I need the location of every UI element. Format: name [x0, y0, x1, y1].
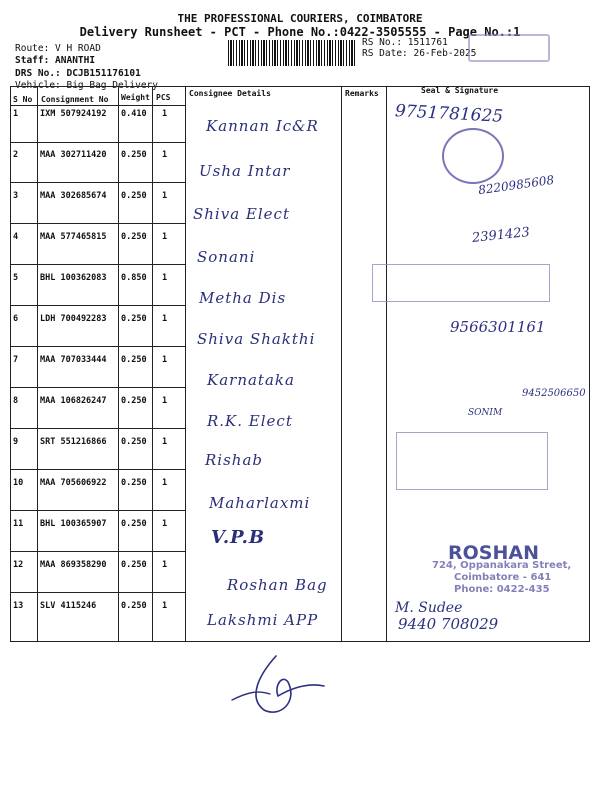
row-sno: 1 [13, 109, 19, 119]
row-weight: 0.250 [121, 478, 147, 488]
consignee-handwriting: Roshan Bag [227, 576, 328, 594]
rs-date: RS Date: 26-Feb-2025 [362, 48, 477, 59]
row-consignment: LDH 700492283 [40, 314, 107, 324]
row-consignment: MAA 707033444 [40, 355, 107, 365]
row-sno: 12 [13, 560, 24, 570]
row-pcs: 1 [162, 150, 168, 160]
staff-label: Staff: ANANTHI [15, 55, 96, 66]
row-pcs: 1 [162, 273, 168, 283]
route-label: Route: V H ROAD [15, 43, 101, 54]
runsheet-title: THE PROFESSIONAL COURIERS, COIMBATORE [177, 12, 423, 25]
row-pcs: 1 [162, 437, 168, 447]
row-pcs: 1 [162, 396, 168, 406]
row-sno: 11 [13, 519, 24, 529]
runsheet-subtitle: Delivery Runsheet - PCT - Phone No.:0422-3505555 - Page No.:1 [79, 25, 521, 39]
consignee-handwriting: Karnataka [207, 371, 295, 389]
table-row [11, 597, 591, 637]
row-weight: 0.850 [121, 273, 147, 283]
row-pcs: 1 [162, 560, 168, 570]
signature-phone: 2391423 [471, 225, 531, 246]
row-pcs: 1 [162, 314, 168, 324]
row-pcs: 1 [162, 601, 168, 611]
row-weight: 0.250 [121, 314, 147, 324]
row-sno: 4 [13, 232, 19, 242]
row-sno: 6 [13, 314, 19, 324]
row-consignment: BHL 100365907 [40, 519, 107, 529]
barcode [228, 40, 356, 66]
row-sno: 3 [13, 191, 19, 201]
round-seal-icon [442, 128, 504, 184]
row-sno: 13 [13, 601, 24, 611]
row-pcs: 1 [162, 232, 168, 242]
consignee-handwriting: Shiva Elect [193, 205, 290, 223]
row-pcs: 1 [162, 109, 168, 119]
row-weight: 0.410 [121, 109, 147, 119]
col-remarks: Remarks [345, 89, 379, 98]
rs-number: RS No.: 1511761 [362, 37, 448, 48]
consignee-handwriting: Rishab [205, 451, 263, 469]
signature-name: SONIM [468, 408, 503, 418]
table-row [11, 392, 591, 432]
row-consignment: MAA 302711420 [40, 150, 107, 160]
signature-phone: 8220985608 [477, 172, 555, 198]
consignee-handwriting: Sonani [197, 248, 256, 266]
roshan-stamp-name: ROSHAN [448, 542, 539, 564]
row-weight: 0.250 [121, 232, 147, 242]
roshan-stamp-line: Coimbatore - 641 [454, 572, 552, 583]
row-weight: 0.250 [121, 150, 147, 160]
consignee-handwriting: Usha Intar [199, 162, 291, 180]
row-weight: 0.250 [121, 355, 147, 365]
signature-phone: 9751781625 [394, 101, 504, 127]
row-consignment: MAA 705606922 [40, 478, 107, 488]
signature-name: M. Sudee [395, 600, 463, 616]
row-sno: 10 [13, 478, 24, 488]
col-weight: Weight [121, 93, 150, 102]
row-consignment: SLV 4115246 [40, 601, 97, 611]
consignee-handwriting: Lakshmi APP [207, 611, 319, 629]
signature-phone: 9440 708029 [398, 615, 499, 633]
drs-label: DRS No.: DCJB151176101 [15, 68, 141, 79]
row-pcs: 1 [162, 519, 168, 529]
row-sno: 9 [13, 437, 19, 447]
date-stamp-box [468, 34, 550, 62]
col-seal-signature: Seal & Signature [421, 86, 499, 95]
col-pcs: PCS [156, 93, 171, 102]
consignee-handwriting: Metha Dis [199, 289, 287, 307]
row-consignment: SRT 551216866 [40, 437, 107, 447]
signature-phone: 9452506650 [522, 388, 586, 399]
roshan-stamp-line: 724, Oppanakara Street, [432, 560, 572, 571]
roshan-stamp-line: Phone: 0422-435 [454, 584, 550, 595]
row-sno: 7 [13, 355, 19, 365]
row-consignment: MAA 106826247 [40, 396, 107, 406]
row-weight: 0.250 [121, 437, 147, 447]
row-pcs: 1 [162, 355, 168, 365]
row-weight: 0.250 [121, 396, 147, 406]
table-row [11, 105, 591, 145]
row-consignment: IXM 507924192 [40, 109, 107, 119]
table-row [11, 351, 591, 391]
consignee-handwriting: Kannan Ic&R [206, 117, 319, 135]
row-sno: 2 [13, 150, 19, 160]
footer-signature-icon [228, 650, 338, 720]
col-consignee: Consignee Details [189, 89, 271, 98]
row-pcs: 1 [162, 191, 168, 201]
consignee-handwriting: R.K. Elect [207, 412, 293, 430]
consignee-handwriting: Shiva Shakthi [197, 330, 316, 348]
row-weight: 0.250 [121, 601, 147, 611]
row-pcs: 1 [162, 478, 168, 488]
row-sno: 5 [13, 273, 19, 283]
row-weight: 0.250 [121, 519, 147, 529]
vehicle-label: Vehicle: Big Bag Delivery [15, 80, 158, 91]
col-consignment: Consignment No [41, 95, 109, 104]
row-weight: 0.250 [121, 191, 147, 201]
signature-phone: 9566301161 [450, 318, 546, 336]
consignee-handwriting: V.P.B [211, 527, 266, 548]
row-sno: 8 [13, 396, 19, 406]
row-consignment: MAA 869358290 [40, 560, 107, 570]
col-sno: S No [13, 95, 33, 104]
row-weight: 0.250 [121, 560, 147, 570]
rubber-stamp-icon [372, 264, 550, 302]
consignee-handwriting: Maharlaxmi [209, 494, 311, 512]
row-consignment: MAA 302685674 [40, 191, 107, 201]
row-consignment: MAA 577465815 [40, 232, 107, 242]
row-consignment: BHL 100362083 [40, 273, 107, 283]
rubber-stamp-icon [396, 432, 548, 490]
